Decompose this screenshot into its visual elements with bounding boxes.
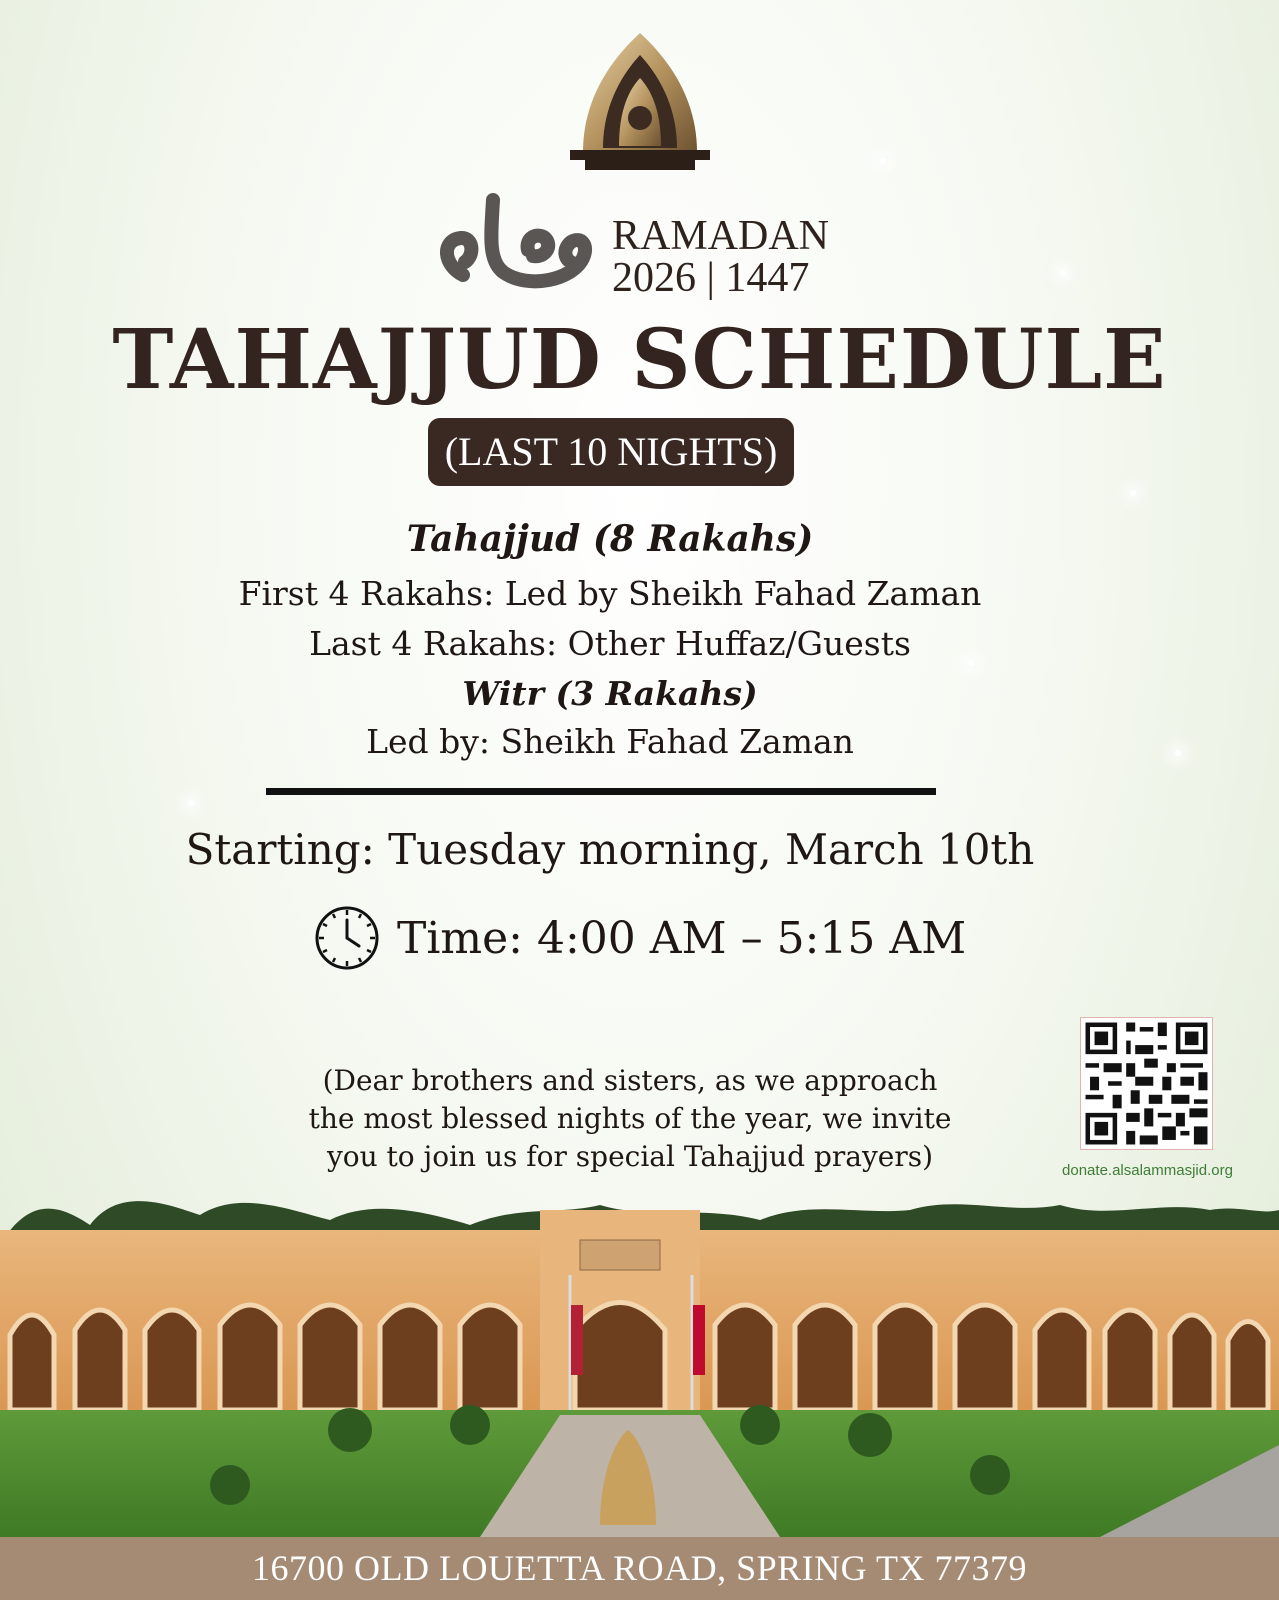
clock-icon — [313, 904, 381, 972]
witr-led-by: Led by: Sheikh Fahad Zaman — [366, 722, 854, 761]
sparkle — [188, 800, 194, 806]
address: 16700 OLD LOUETTA ROAD, SPRING TX 77379 — [252, 1548, 1027, 1588]
qr-code[interactable] — [1080, 1017, 1213, 1150]
tahajjud-last-rakahs: Last 4 Rakahs: Other Huffaz/Guests — [309, 624, 911, 663]
sparkle — [1060, 270, 1066, 276]
ramadan-calligraphy-icon — [433, 180, 598, 310]
witr-title: Witr (3 Rakahs) — [462, 674, 758, 713]
tahajjud-first-rakahs: First 4 Rakahs: Led by Sheikh Fahad Zaman — [238, 574, 982, 613]
sparkle — [1130, 490, 1136, 496]
starting-date: Starting: Tuesday morning, March 10th — [185, 825, 1035, 874]
invitation-message — [300, 1062, 960, 1176]
prayer-time: Time: 4:00 AM – 5:15 AM — [397, 912, 967, 964]
ramadan-years: 2026 | 1447 — [612, 255, 810, 301]
footer — [0, 1537, 1279, 1600]
message-line: the most blessed nights of the year, we invite — [308, 1102, 952, 1135]
last-nights-badge: (LAST 10 NIGHTS) — [428, 418, 794, 486]
masjid-building-photo — [0, 1185, 1279, 1537]
tahajjud-title: Tahajjud (8 Rakahs) — [406, 518, 814, 560]
ramadan-label: RAMADAN — [612, 213, 830, 259]
donate-link[interactable]: donate.alsalammasjid.org — [1062, 1162, 1233, 1179]
sparkle — [880, 158, 886, 164]
time-row — [313, 903, 966, 973]
page-title: TAHAJJUD SCHEDULE — [112, 312, 1167, 408]
masjid-logo-icon — [565, 30, 715, 175]
message-line: (Dear brothers and sisters, as we approach — [322, 1064, 938, 1097]
message-line: you to join us for special Tahajjud prayers) — [326, 1140, 934, 1173]
divider — [266, 788, 936, 795]
